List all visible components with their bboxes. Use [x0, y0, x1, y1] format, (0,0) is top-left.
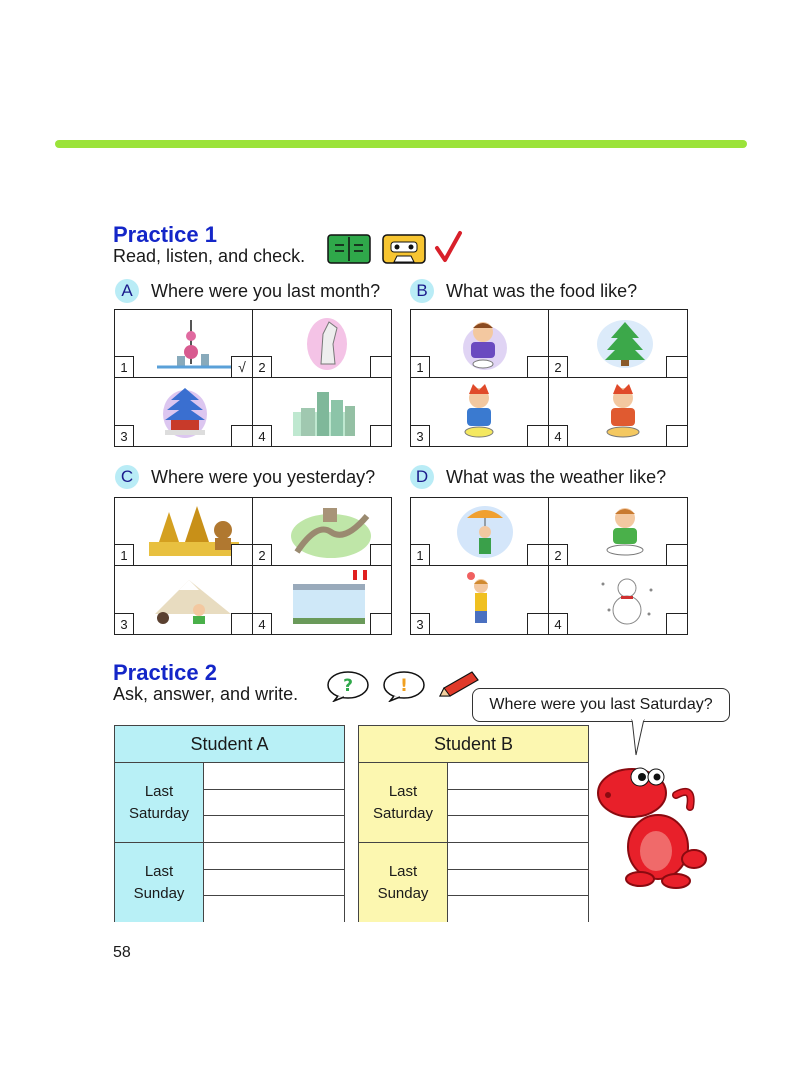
speech-bubble-tail: [628, 719, 648, 759]
item-number: 4: [549, 613, 568, 634]
christmas-tree-picture: [583, 314, 673, 372]
table-row: [359, 843, 588, 922]
item-number: 1: [115, 356, 134, 377]
question-d: [410, 465, 666, 489]
picture-cell: [253, 498, 391, 566]
answer-checkbox[interactable]: [527, 356, 548, 377]
picture-cell: [549, 566, 687, 634]
item-number: 3: [115, 613, 134, 634]
item-number: 1: [411, 544, 430, 565]
boy-eating-picture: [445, 314, 535, 372]
rainy-girl-picture: [445, 502, 535, 560]
question-b: [410, 279, 637, 303]
canada-falls-picture: [287, 570, 377, 628]
question-letter: A: [115, 279, 139, 303]
answer-checkbox[interactable]: [666, 425, 687, 446]
answer-checkbox[interactable]: [231, 544, 252, 565]
picture-cell: [253, 378, 391, 446]
picture-cell: [115, 566, 253, 634]
item-number: 3: [411, 613, 430, 634]
question-a: [115, 279, 380, 303]
item-number: 4: [253, 425, 272, 446]
mountain-picture: [149, 570, 239, 628]
item-number: 3: [115, 425, 134, 446]
answer-checkbox[interactable]: [527, 544, 548, 565]
question-text: Where were you last month?: [151, 280, 381, 301]
picture-cell: [411, 378, 549, 446]
picture-cell: [115, 310, 253, 378]
item-number: 2: [253, 544, 272, 565]
item-number: 3: [411, 425, 430, 446]
book-icon: [327, 234, 371, 264]
item-number: 4: [549, 425, 568, 446]
writing-lines[interactable]: [448, 843, 588, 922]
snowman-picture: [583, 570, 673, 628]
checkmark-icon: [433, 230, 463, 264]
answer-checkbox[interactable]: [666, 613, 687, 634]
picture-cell: [411, 498, 549, 566]
spicy-food-boy-picture: [445, 382, 535, 440]
question-text: What was the food like?: [446, 280, 638, 301]
question-letter: B: [410, 279, 434, 303]
picture-cell: [549, 310, 687, 378]
picture-grid-c: [114, 497, 392, 635]
writing-lines[interactable]: [448, 763, 588, 842]
row-label: Last Saturday: [115, 763, 204, 842]
decorative-divider: [55, 140, 747, 148]
table-row: [115, 843, 344, 922]
picture-cell: [549, 498, 687, 566]
row-label: Last Sunday: [115, 843, 204, 922]
practice2-instructions: Ask, answer, and write.: [113, 684, 299, 704]
sunny-girl-picture: [445, 570, 535, 628]
city-skyline-picture: [287, 382, 377, 440]
picture-cell: [549, 378, 687, 446]
answer-checkbox[interactable]: [666, 356, 687, 377]
answer-checkbox[interactable]: [370, 425, 391, 446]
item-number: 2: [253, 356, 272, 377]
answer-checkbox[interactable]: [527, 425, 548, 446]
question-text: Where were you yesterday?: [151, 466, 376, 487]
tv-tower-picture: [149, 314, 239, 372]
answer-checkbox[interactable]: [231, 613, 252, 634]
row-label: Last Sunday: [359, 843, 448, 922]
student-a-table: [114, 725, 345, 922]
table-row: [115, 763, 344, 843]
item-number: 1: [115, 544, 134, 565]
answer-checkbox[interactable]: [231, 425, 252, 446]
item-number: 4: [253, 613, 272, 634]
great-wall-picture: [287, 502, 377, 560]
picture-cell: [253, 310, 391, 378]
red-dinosaur-mascot: [594, 755, 712, 890]
table-header: Student B: [359, 726, 588, 763]
answer-checkbox[interactable]: [527, 613, 548, 634]
row-label: Last Saturday: [359, 763, 448, 842]
practice1-title: Practice 1: [113, 222, 217, 247]
item-number: 2: [549, 544, 568, 565]
writing-lines[interactable]: [204, 763, 344, 842]
answer-checkbox[interactable]: [370, 544, 391, 565]
answer-checkbox[interactable]: [370, 356, 391, 377]
page-number: 58: [113, 944, 131, 961]
question-letter: C: [115, 465, 139, 489]
item-number: 1: [411, 356, 430, 377]
merlion-picture: [287, 314, 377, 372]
boy-with-fork-picture: [583, 382, 673, 440]
temple-of-heaven-picture: [149, 382, 239, 440]
picture-grid-b: [410, 309, 688, 447]
answer-checkbox[interactable]: √: [231, 356, 252, 377]
answer-checkbox[interactable]: [666, 544, 687, 565]
item-number: 2: [549, 356, 568, 377]
exclamation-bubble-icon: [382, 670, 426, 702]
question-bubble-icon: [326, 670, 370, 702]
table-header: Student A: [115, 726, 344, 763]
question-letter: D: [410, 465, 434, 489]
boy-at-table-picture: [583, 502, 673, 560]
table-row: [359, 763, 588, 843]
speech-bubble: Where were you last Saturday?: [472, 688, 730, 722]
picture-grid-a: [114, 309, 392, 447]
picture-grid-d: [410, 497, 688, 635]
picture-cell: [115, 498, 253, 566]
buddha-temple-picture: [149, 502, 239, 560]
practice1-instructions: Read, listen, and check.: [113, 246, 306, 266]
svg-text:?: ?: [343, 676, 353, 696]
writing-lines[interactable]: [204, 843, 344, 922]
cassette-icon: [382, 234, 426, 264]
svg-text:!: !: [400, 676, 408, 696]
practice2-title: Practice 2: [113, 660, 217, 685]
question-c: [115, 465, 375, 489]
picture-cell: [253, 566, 391, 634]
question-text: What was the weather like?: [446, 466, 667, 487]
answer-checkbox[interactable]: [370, 613, 391, 634]
student-b-table: [358, 725, 589, 922]
picture-cell: [411, 566, 549, 634]
picture-cell: [411, 310, 549, 378]
picture-cell: [115, 378, 253, 446]
